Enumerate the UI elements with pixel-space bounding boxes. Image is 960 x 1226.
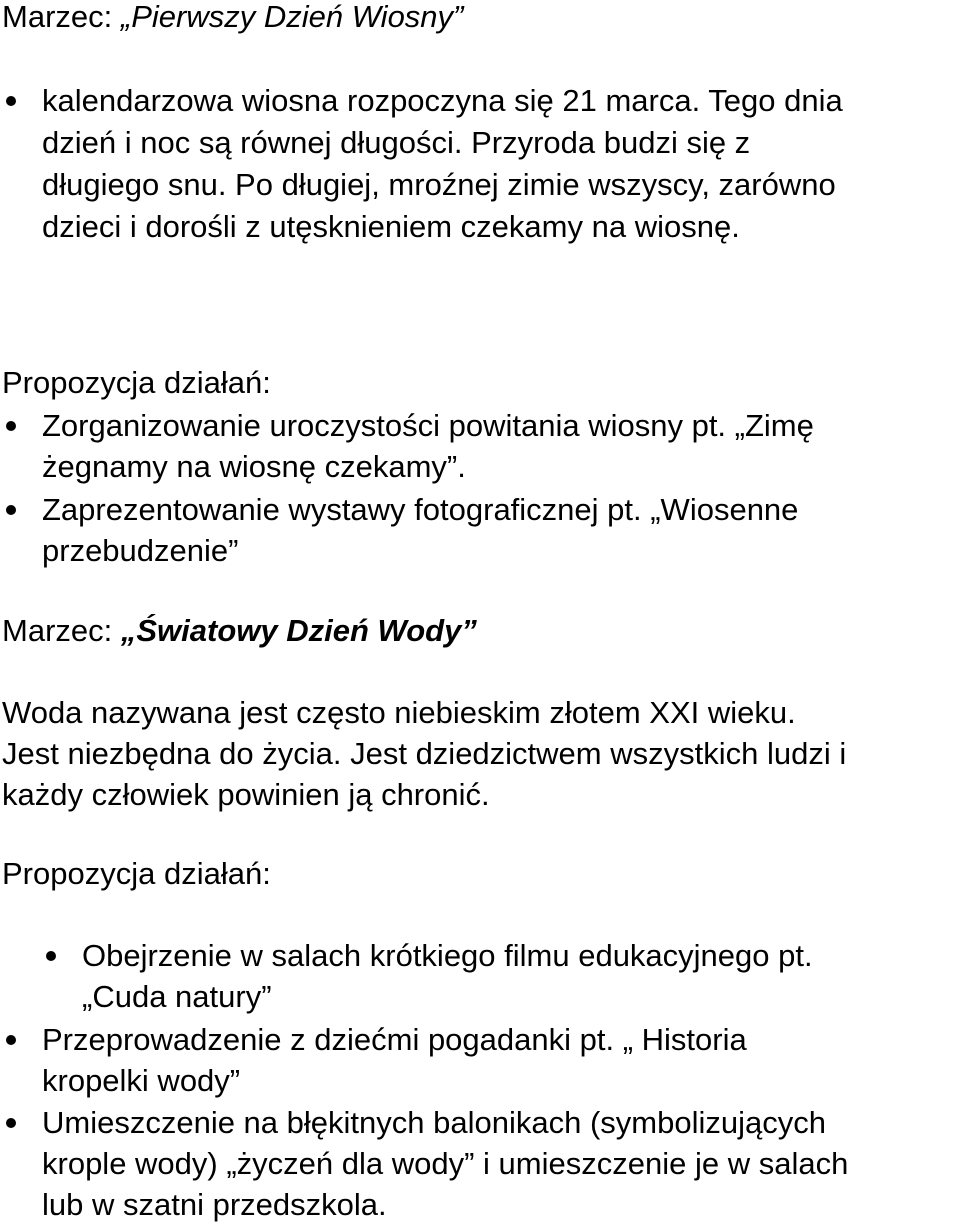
section1-intro-line: długiego snu. Po długiej, mroźnej zimie wszyscy, zarówno (42, 167, 836, 202)
section1-proposal-heading: Propozycja działań: (2, 365, 271, 400)
section2-activity3-line: Umieszczenie na błękitnych balonikach (symbolizujących (42, 1105, 826, 1140)
section2-activity1-line: „Cuda natury” (82, 979, 272, 1014)
section2-activity3-line: krople wody) „życzeń dla wody” i umieszczenie je w salach (42, 1146, 849, 1181)
section1-activity2-line: przebudzenie” (42, 533, 239, 568)
section1-heading-title: „Pierwszy Dzień Wiosny” (120, 0, 464, 34)
bullet-icon (6, 1035, 16, 1045)
section2-activity1-line: Obejrzenie w salach krótkiego filmu edukacyjnego pt. (82, 938, 813, 973)
section1-intro-line: dzień i noc są równej długości. Przyroda budzi się z (42, 125, 751, 160)
section2-activity2-line: Przeprowadzenie z dziećmi pogadanki pt. „ Historia (42, 1022, 747, 1057)
section2-intro-line: Jest niezbędna do życia. Jest dziedzictwem wszystkich ludzi i (2, 736, 847, 771)
section2-intro-line: Woda nazywana jest często niebieskim złotem XXI wieku. (2, 695, 796, 730)
section1-activity1-line: żegnamy na wiosnę czekamy”. (42, 449, 466, 484)
section1-heading-prefix: Marzec: (2, 0, 113, 34)
section2-activity3-line: lub w szatni przedszkola. (42, 1187, 387, 1222)
section2-activity2-line: kropelki wody” (42, 1063, 241, 1098)
section2-heading (2, 610, 477, 652)
section1-intro-line: dzieci i dorośli z utęsknieniem czekamy na wiosnę. (42, 209, 740, 244)
section2-intro-line: każdy człowiek powinien ją chronić. (2, 777, 490, 812)
bullet-icon (6, 421, 16, 431)
section1-activity2-line: Zaprezentowanie wystawy fotograficznej pt. „Wiosenne (42, 492, 799, 527)
section2-proposal-heading: Propozycja działań: (2, 856, 271, 891)
section2-heading-prefix: Marzec: (2, 613, 113, 648)
bullet-icon (6, 96, 16, 106)
section1-heading (2, 0, 463, 38)
section2-heading-title: „Światowy Dzień Wody” (120, 613, 477, 648)
section1-intro-line: kalendarzowa wiosna rozpoczyna się 21 marca. Tego dnia (42, 83, 843, 118)
bullet-icon (46, 951, 56, 961)
section1-activity1-line: Zorganizowanie uroczystości powitania wiosny pt. „Zimę (42, 408, 814, 443)
bullet-icon (6, 1118, 16, 1128)
bullet-icon (6, 505, 16, 515)
